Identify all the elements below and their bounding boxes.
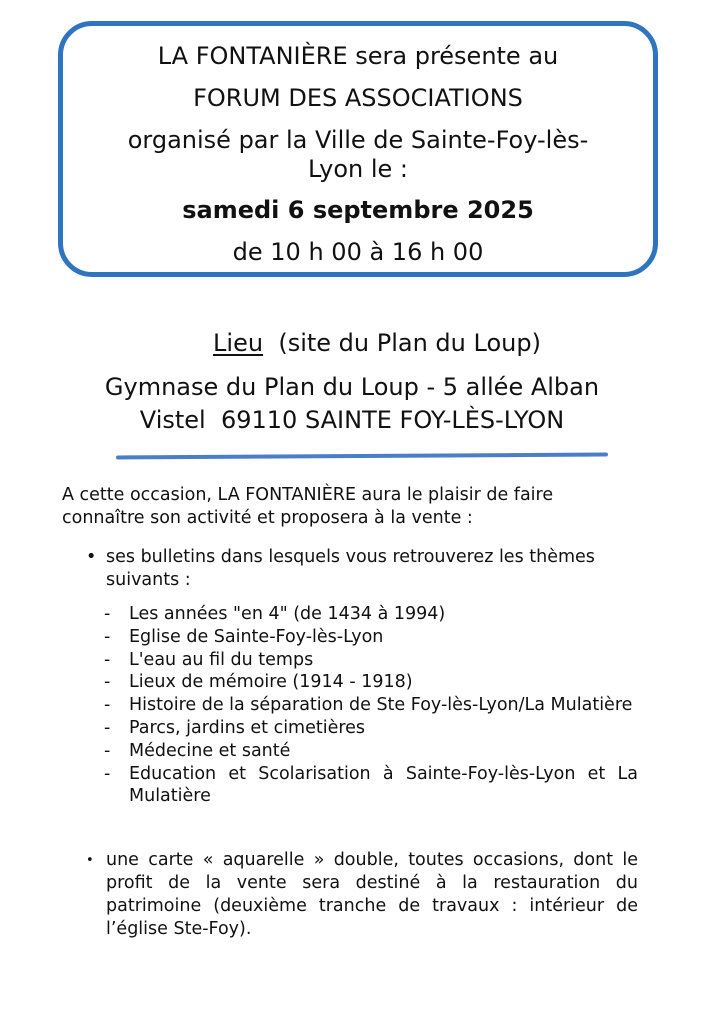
theme-text: Histoire de la séparation de Ste Foy-lès-Lyon/La Mulatière xyxy=(129,695,633,716)
theme-item xyxy=(104,626,638,649)
bullet-text: une carte « aquarelle » double, toutes occasions, dont le profit de la vente sera destiné à la restauration du patrimoine (deuxième tranche de travaux : intérieur de l’église Ste-Foy). xyxy=(106,850,638,939)
place-address xyxy=(72,371,632,437)
theme-text: Eglise de Sainte-Foy-lès-Lyon xyxy=(129,626,384,647)
theme-item xyxy=(104,671,638,694)
place-label: Lieu xyxy=(213,329,264,357)
dash-marker: - xyxy=(104,649,111,670)
theme-text: Les années "en 4" (de 1434 à 1994) xyxy=(129,604,446,624)
theme-item xyxy=(104,649,638,672)
bullet-marker: • xyxy=(86,547,97,567)
announcement-line-4: Lyon le : xyxy=(307,155,409,183)
dash-marker: - xyxy=(104,740,111,761)
dash-marker: - xyxy=(104,672,111,693)
theme-text: Lieux de mémoire (1914 - 1918) xyxy=(129,672,413,693)
place-site: (site du Plan du Loup) xyxy=(278,329,541,357)
theme-text: Education et Scolarisation à Sainte-Foy-lès-Lyon et La Mulatière xyxy=(129,763,638,807)
dash-marker: - xyxy=(104,604,111,624)
dash-marker: - xyxy=(104,695,111,716)
bullet-item-bulletins xyxy=(86,546,638,592)
address-line-1: Gymnase du Plan du Loup - 5 allée Alban xyxy=(104,373,600,401)
bullet-marker: • xyxy=(86,853,94,868)
intro-paragraph: A cette occasion, LA FONTANIÈRE aura le plaisir de faire connaître son activité et proposera à la vente : xyxy=(62,485,554,528)
bullet-text: ses bulletins dans lesquels vous retrouverez les thèmes suivants : xyxy=(106,547,595,590)
announcement-box xyxy=(58,21,658,277)
announcement-line-2: FORUM DES ASSOCIATIONS xyxy=(193,84,523,112)
dash-marker: - xyxy=(104,763,111,784)
themes-list xyxy=(104,603,638,808)
place-heading xyxy=(0,327,724,360)
event-hours: de 10 h 00 à 16 h 00 xyxy=(232,238,484,266)
theme-item xyxy=(104,717,638,740)
announcement-line-1: LA FONTANIÈRE sera présente au xyxy=(157,42,559,70)
address-line-2: Vistel 69110 SAINTE FOY-LÈS-LYON xyxy=(139,406,565,434)
theme-item xyxy=(104,740,638,763)
divider-line xyxy=(116,452,608,459)
dash-marker: - xyxy=(104,717,111,738)
theme-text: Parcs, jardins et cimetières xyxy=(129,717,366,738)
theme-text: L'eau au fil du temps xyxy=(129,649,314,670)
theme-item xyxy=(104,694,638,717)
theme-text: Médecine et santé xyxy=(129,740,291,761)
theme-item xyxy=(104,603,638,626)
theme-item xyxy=(104,763,638,809)
announcement-line-3: organisé par la Ville de Sainte-Foy-lès- xyxy=(127,126,589,154)
dash-marker: - xyxy=(104,626,111,647)
event-date: samedi 6 septembre 2025 xyxy=(182,196,534,224)
bullet-item-card xyxy=(86,849,638,941)
